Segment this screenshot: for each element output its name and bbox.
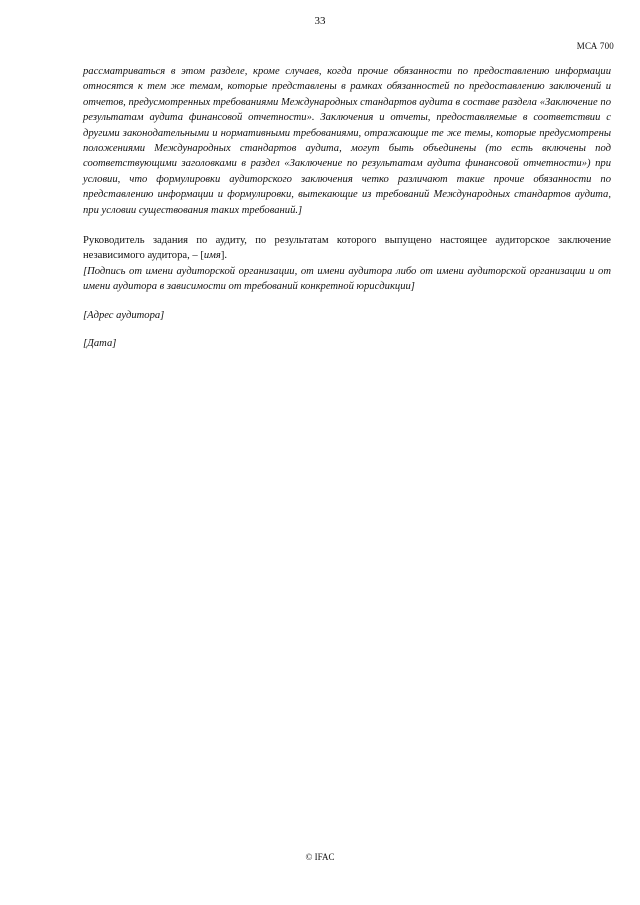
page-content [83,64,611,352]
page-number: 33 [314,15,326,27]
engagement-partner-text-end: ]. [220,250,228,262]
paragraph-requirements-note: рассматриваться в этом разделе, кроме случаев, когда прочие обязанности по предоставлению информации относятся к тем же темам, которые представлены в рамках обязанностей по предоставлению заключений и отчетов, предусмотренных требованиями Международных стандартов аудита в составе раздела «Заключение по результатам аудита финансовой отчетности». Заключения и отчеты, предоставляемые в соответствии с другими законодательными и нормативными требованиями, отражающие те же темы, которые предусмотрены положениями Международных стандартов аудита, могут быть объединены (то есть включены под соответствующими заголовками в раздел «Заключение по результатам аудита финансовой отчетности») при условии, что формулировки аудиторского заключения четко различают такие прочие обязанности по представлению информации и формулировки, вытекающие из требований Международных стандартов аудита, при условии существования таких требований.] [83,66,611,216]
footer-copyright: © IFAC [305,852,335,862]
engagement-partner-text: Руководитель задания по аудиту, по результатам которого выпущено настоящее аудиторское заключение независимого аудитора, – [ [83,235,611,262]
document-code: МСА 700 [576,41,614,51]
auditor-address-placeholder: [Адрес аудитора] [83,309,165,321]
paragraph-signature: [Подпись от имени аудиторской организации, от имени аудитора либо от имени аудиторской организации и от имени аудитора в зависимости от требований конкретной юрисдикции] [83,265,611,293]
paragraph-engagement-partner [83,233,611,264]
engagement-partner-name-placeholder: имя [203,250,221,262]
date-placeholder: [Дата] [83,338,117,350]
